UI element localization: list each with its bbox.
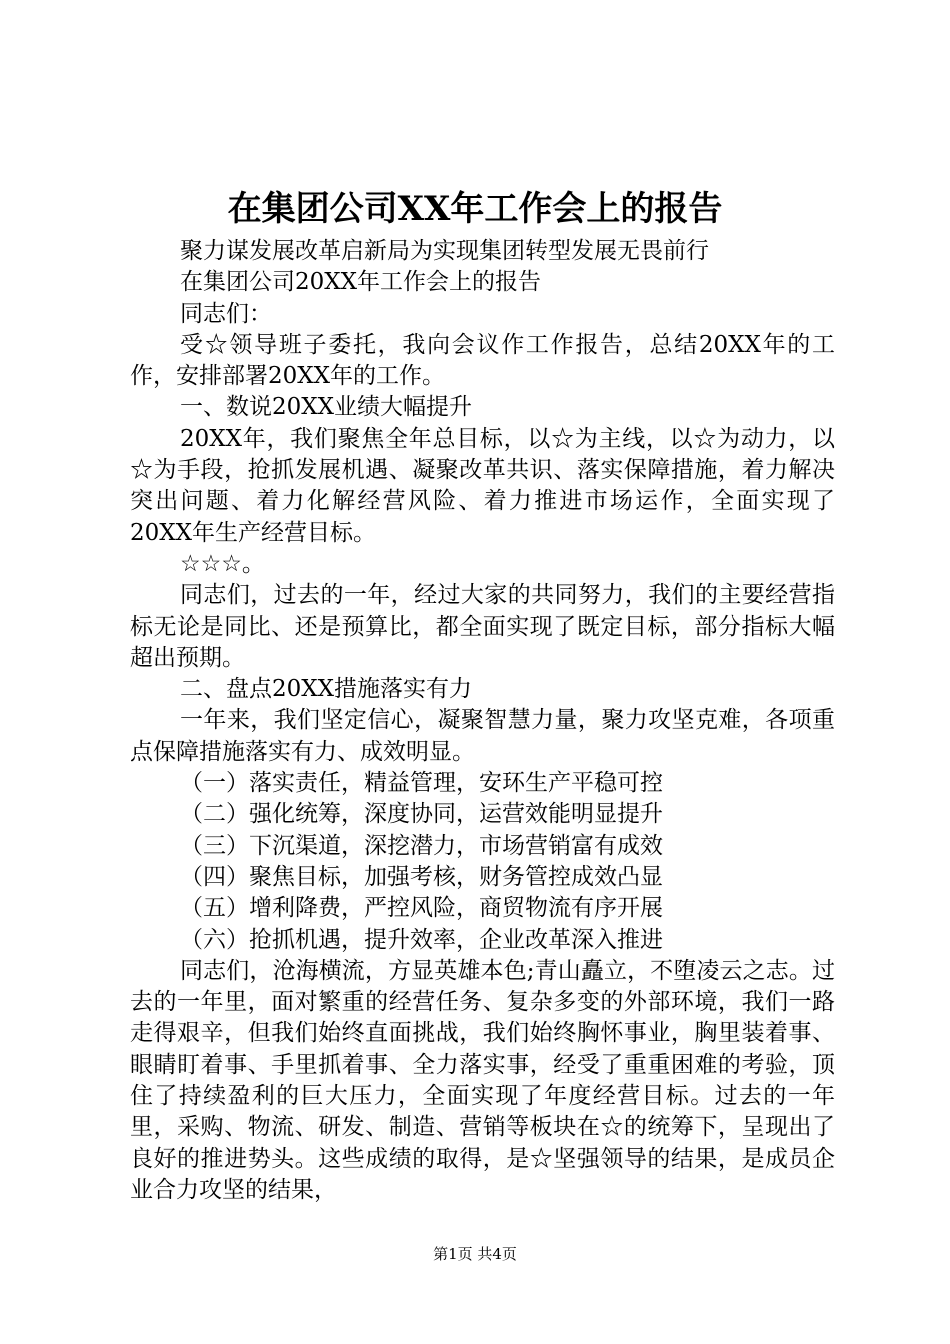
- list-item-5: （五）增利降费，严控风险，商贸物流有序开展: [180, 895, 663, 922]
- paragraph-stars: ☆☆☆。: [180, 550, 265, 577]
- list-item-6: （六）抢抓机遇，提升效率，企业改革深入推进: [180, 926, 663, 953]
- page-footer: 第1页 共4页: [433, 1245, 517, 1263]
- list-item-1: （一）落实责任，精益管理，安环生产平稳可控: [180, 770, 663, 797]
- paragraph-salutation: 同志们：: [180, 300, 272, 327]
- paragraph-closing: 同志们，沧海横流，方显英雄本色;青山矗立，不堕凌云之志。过去的一年里，面对繁重的经营任务、复杂多变的外部环境，我们一路走得艰辛，但我们始终直面挑战，我们始终胸怀事业，胸里装着事、眼睛盯着事、手里抓着事、全力落实事，经受了重重困难的考验，顶住了持续盈利的巨大压力，全面实现了年度经营目标。过去的一年里，采购、物流、研发、制造、营销等板块在☆的统筹下，呈现出了良好的推进势头。这些成绩的取得，是☆坚强领导的结果，是成员企业合力攻坚的结果，: [130, 957, 835, 1203]
- list-item-2: （二）强化统筹，深度协同，运营效能明显提升: [180, 801, 663, 828]
- list-item-4: （四）聚焦目标，加强考核，财务管控成效凸显: [180, 863, 663, 890]
- section-heading-2: 二、盘点20XX措施落实有力: [180, 676, 473, 703]
- list-item-3: （三）下沉渠道，深挖潜力，市场营销富有成效: [180, 832, 663, 859]
- paragraph-intro: 受☆领导班子委托，我向会议作工作报告，总结20XX年的工作，安排部署20XX年的工作。: [130, 331, 835, 390]
- section-heading-1: 一、数说20XX业绩大幅提升: [180, 394, 473, 421]
- document-title: 在集团公司XX年工作会上的报告: [227, 189, 723, 229]
- paragraph-subtitle: 聚力谋发展改革启新局为实现集团转型发展无畏前行: [180, 238, 709, 264]
- paragraph-summary: 同志们，过去的一年，经过大家的共同努力，我们的主要经营指标无论是同比、还是预算比，都全面实现了既定目标，部分指标大幅超出预期。: [130, 582, 835, 671]
- document-body: [130, 236, 835, 1206]
- paragraph-report-name: 在集团公司20XX年工作会上的报告: [180, 269, 542, 296]
- paragraph-measures: 一年来，我们坚定信心，凝聚智慧力量，聚力攻坚克难，各项重点保障措施落实有力、成效明显。: [130, 707, 835, 765]
- paragraph-performance: 20XX年，我们聚焦全年总目标，以☆为主线，以☆为动力，以☆为手段，抢抓发展机遇、凝聚改革共识、落实保障措施，着力解决突出问题、着力化解经营风险、着力推进市场运作，全面实现了20XX年生产经营目标。: [130, 425, 835, 546]
